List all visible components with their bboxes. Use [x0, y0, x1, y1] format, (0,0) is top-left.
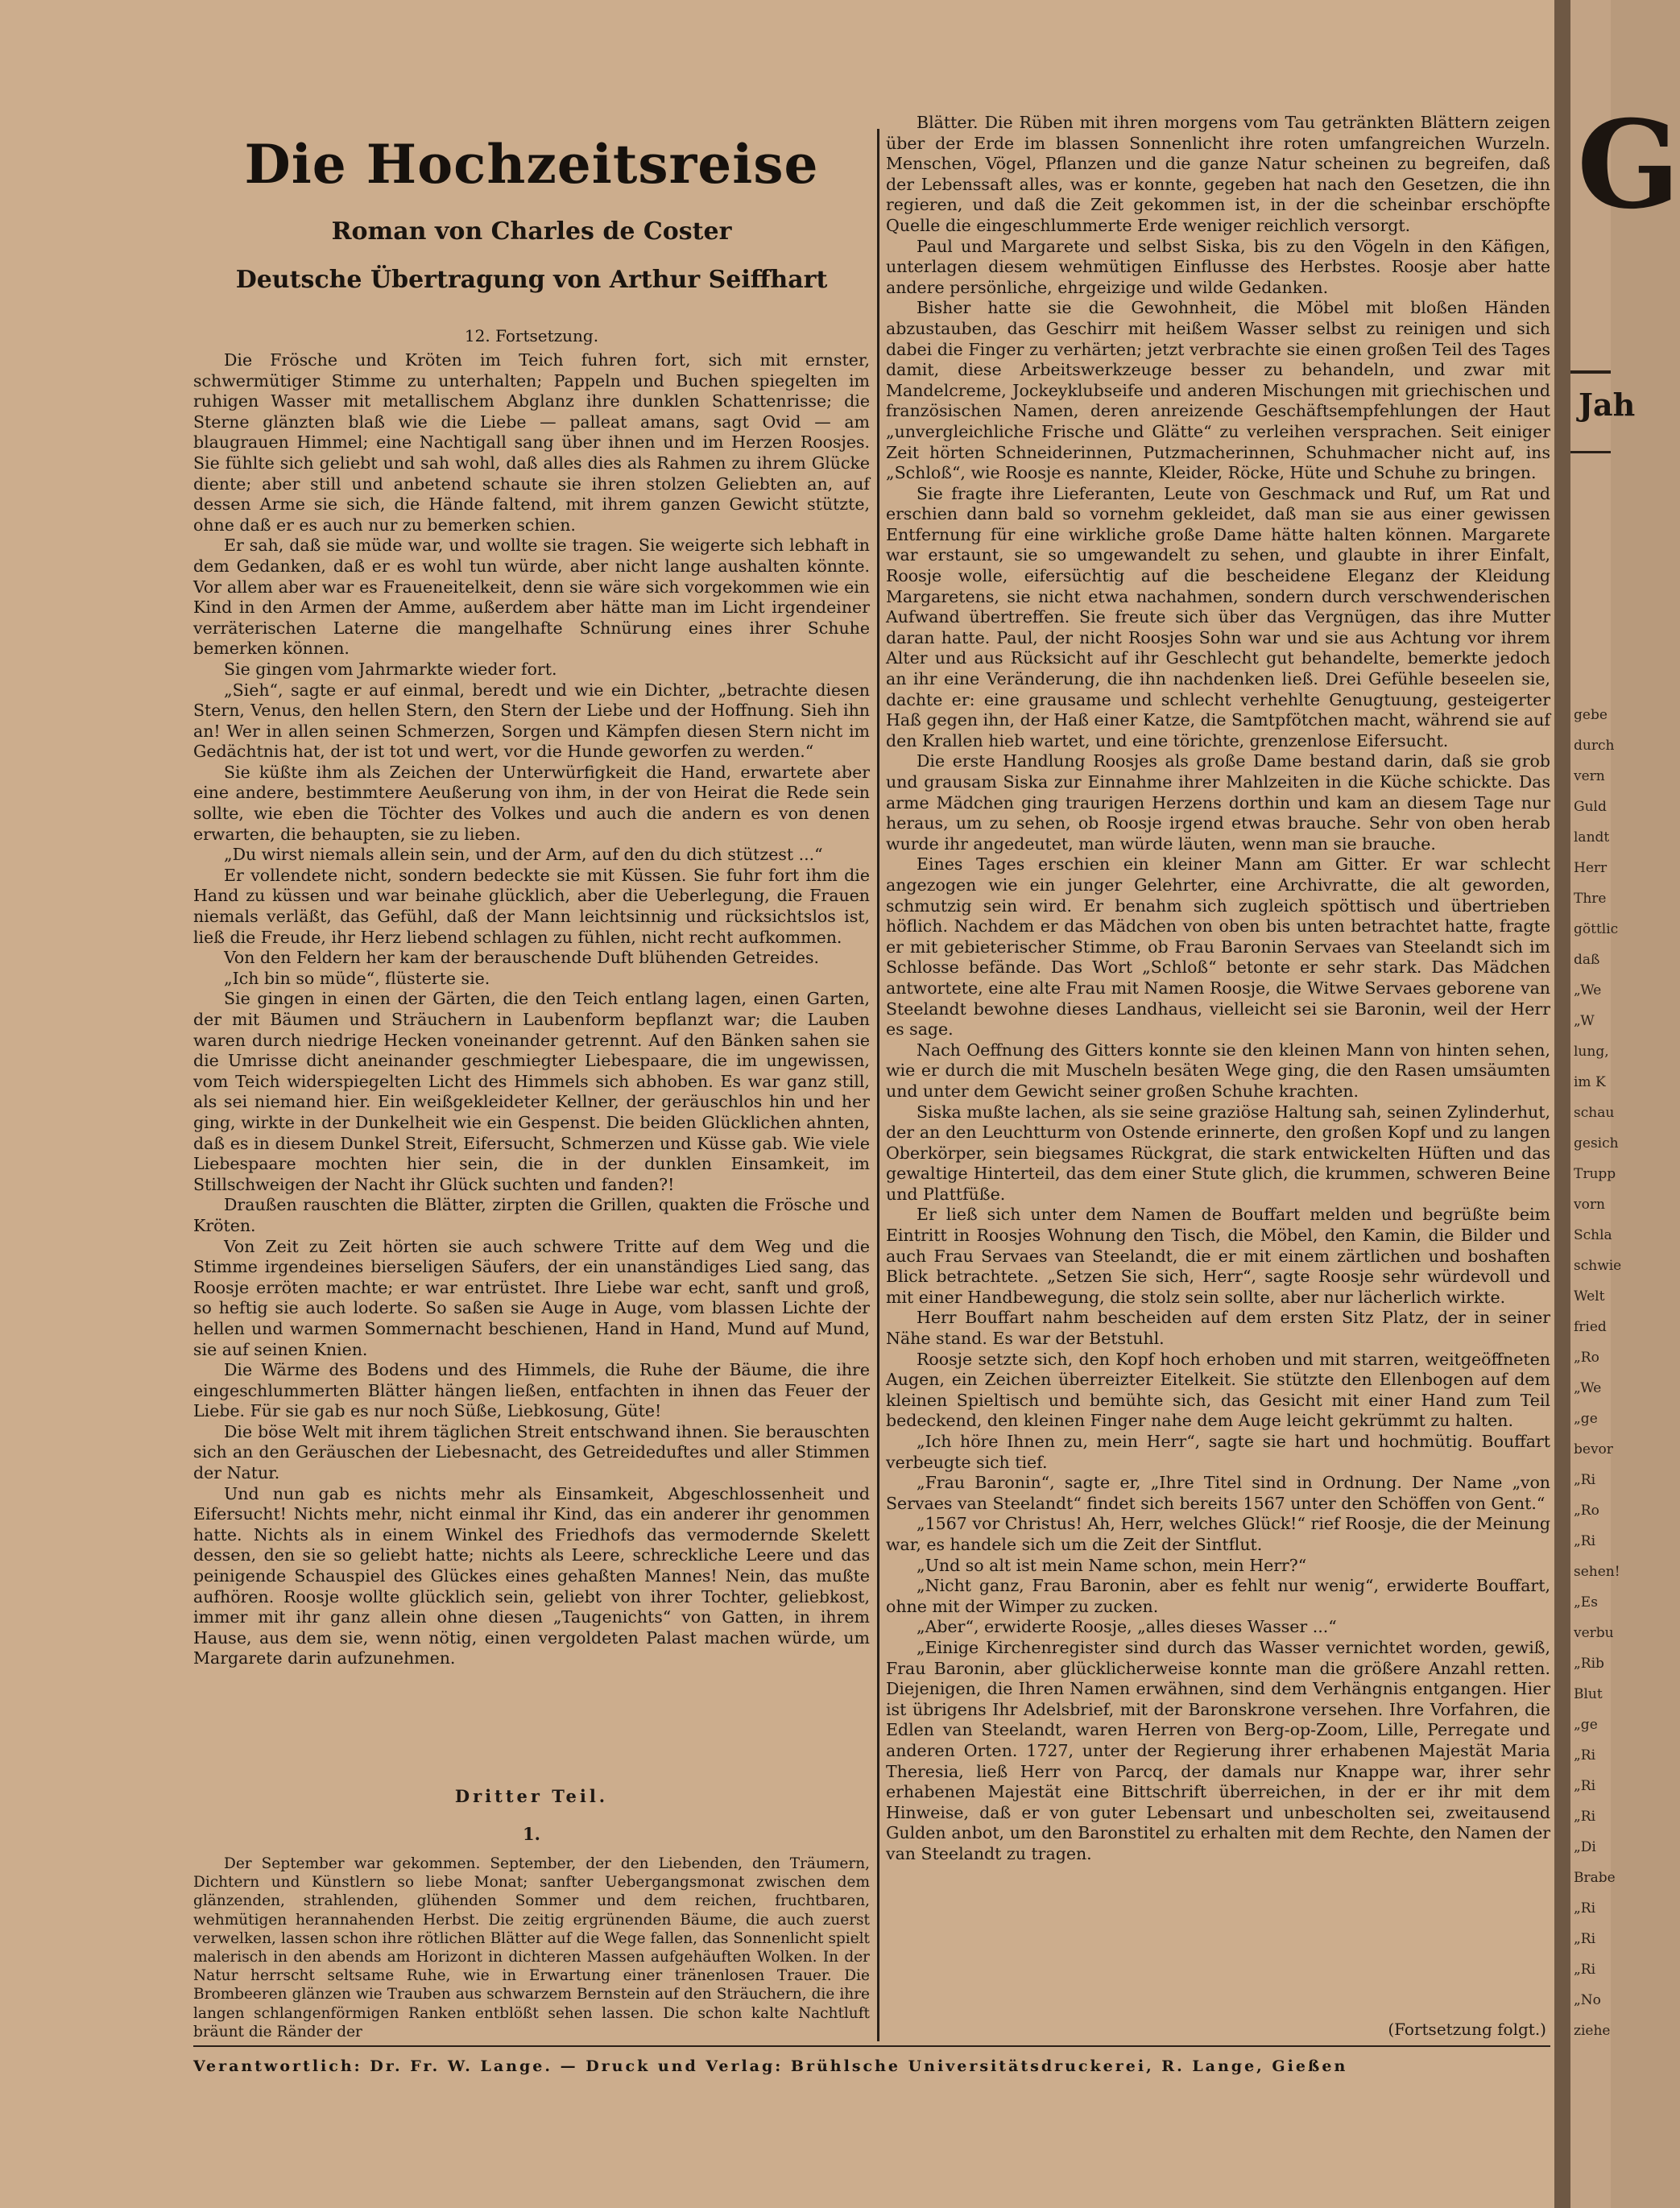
installment-note: 12. Fortsetzung.: [464, 326, 599, 345]
adjacent-page-fragment: „We: [1574, 982, 1602, 999]
adjacent-page-fragment: göttlic: [1574, 921, 1619, 937]
adjacent-page-rule: [1570, 370, 1611, 374]
paragraph: Die böse Welt mit ihrem täglichen Streit entschwand ihnen. Sie berauschten sich an den Geräuschen der Liebesnacht, des Getreideduftes und aller Stimmen der Natur.: [193, 1421, 870, 1483]
adjacent-page-fragment: landt: [1574, 829, 1610, 846]
adjacent-page-fragment: gesich: [1574, 1135, 1619, 1152]
paragraph: „Einige Kirchenregister sind durch das Wasser vernichtet worden, gewiß, Frau Baronin, aber glücklicherweise konnte man die größere Anzahl retten. Diejenigen, die Ihren Namen erwähnen, sind dem Verhängnis entgangen. Hier ist übrigens Ihr Adelsbrief, mit der Baronskrone versehen. Ihre Vorfahren, die Edlen van Steelandt, waren Herren von Berg-op-Zoom, Lille, Perregate und anderen Orten. 1727, unter der Regierung ihrer erhabenen Majestät Maria Theresia, ließ Herr von Parcq, der damals nur Knappe war, ihrer sehr erhabenen Majestät eine Bittschrift überreichen, in der er ihr mit dem Hinweise, daß er von guter Lebensart und unbescholten sei, zweitausend Gulden anbot, um den Baronstitel zu erhalten mit dem Rechte, den Namen der van Steelandt zu tragen.: [886, 1637, 1550, 1863]
part-heading: Dritter Teil.: [454, 1786, 609, 1806]
right-column-text: [886, 113, 1550, 1864]
paragraph: Bisher hatte sie die Gewohnheit, die Möbel mit bloßen Händen abzustauben, das Geschirr mit heißem Wasser selbst zu reinigen und sich dabei die Finger zu verhärten; jetzt verbrachte sie einen großen Teil des Tages damit, diese Arbeitswerkzeuge besser zu behandeln, und zwar mit Mandelcreme, Jockeyklubseife und anderen Mischungen mit griechischen und französischen Namen, deren anreizende Geschäftsempfehlungen der Haut „unvergleichliche Frische und Glätte“ zu verleihen versprachen. Seit einiger Zeit hörten Schneiderinnen, Putzmacherinnen, Schuhmacher nicht auf, ins „Schloß“, wie Roosje es nannte, Kleider, Röcke, Hüte und Schuhe zu bringen.: [886, 298, 1550, 483]
adjacent-page-fragment: sehen!: [1574, 1564, 1620, 1580]
adjacent-page-rule-2: [1570, 451, 1611, 453]
paragraph: Die erste Handlung Roosjes als große Dame bestand darin, daß sie grob und grausam Siska zur Einnahme ihrer Mahlzeiten in die Küche schickte. Das arme Mädchen ging traurigen Herzens dorthin und kam an diesem Tage nur heraus, um zu sehen, ob Roosje irgend etwas brauche. Sehr von oben herab wurde ihr angedeutet, man würde läuten, wenn man sie brauche.: [886, 751, 1550, 854]
adjacent-page-fragment: „Ri: [1574, 1931, 1596, 1947]
adjacent-page-fragment: „No: [1574, 1992, 1601, 2008]
adjacent-page-fragment: „Rib: [1574, 1656, 1604, 1672]
translation-credit: Deutsche Übertragung von Arthur Seiffhart: [235, 266, 828, 294]
adjacent-page-fragment: Herr: [1574, 860, 1608, 876]
adjacent-page-fragment: Blut: [1574, 1686, 1603, 1702]
paragraph: Und nun gab es nichts mehr als Einsamkeit, Abgeschlossenheit und Eifersucht! Nichts mehr, nicht einmal ihr Kind, das ein anderer ihr genommen hatte. Nichts als in einem Winkel des Friedhofs das vermodernde Skelett dessen, den sie so geliebt hatte; nichts als Leere, schreckliche Leere und das peinigende Schauspiel des Glückes eines gehaßten Mannes! Nein, das mußte aufhören. Roosje wollte glücklich sein, geliebt von ihrer Tochter, geliebkost, immer mit ihr ganz allein ohne diesen „Taugenichts“ von Gatten, in ihrem Hause, aus dem sie, wenn nötig, einen vergoldeten Palast machen würde, um Margarete darin aufzunehmen.: [193, 1483, 870, 1668]
adjacent-page-fragment: Schla: [1574, 1227, 1612, 1243]
adjacent-page-fragment: „Ri: [1574, 1900, 1596, 1916]
adjacent-page-fragment: durch: [1574, 738, 1615, 754]
adjacent-page-fragment: „W: [1574, 1013, 1595, 1029]
adjacent-page-fragment: „Ri: [1574, 1962, 1596, 1978]
adjacent-page-fragment: Welt: [1574, 1288, 1605, 1305]
to-be-continued-note: (Fortsetzung folgt.): [1388, 2020, 1546, 2039]
paragraph: Sie gingen vom Jahrmarkte wieder fort.: [224, 659, 557, 679]
article-title: Die Hochzeitsreise: [244, 133, 819, 196]
adjacent-page-fragment: schwie: [1574, 1258, 1622, 1274]
adjacent-page-fragment: gebe: [1574, 707, 1608, 723]
adjacent-page-fragment: „Ro: [1574, 1350, 1599, 1366]
adjacent-page-fragment: im K: [1574, 1074, 1606, 1090]
paragraph: Der September war gekommen. September, der den Liebenden, den Träumern, Dichtern und Künstlern so liebe Monat; sanfter Uebergangsmonat zwischen dem glänzenden, strahlenden, glühenden Sommer und dem reichen, fruchtbaren, wehmütigen herannahenden Herbst. Die zeitig ergrünenden Bäume, die auch zuerst verwelken, lassen schon ihre rötlichen Blätter auf die Wege fallen, das Sonnenlicht spielt malerisch in den abends am Horizont in dichteren Massen aufgehäuften Wolken. In der Natur herrscht seltsame Ruhe, wie in Erwartung einer tränenlosen Trauer. Die Brombeeren glänzen wie Trauben aus schwarzem Bernstein auf den Sträuchern, die ihre langen schlangenförmigen Ranken entblößt sehen lassen. Die schon kalte Nachtluft bräunt die Ränder der: [193, 1855, 870, 2041]
paragraph: Roosje setzte sich, den Kopf hoch erhoben und mit starren, weitgeöffneten Augen, ein Zeichen überreizter Eitelkeit. Sie stützte den Ellenbogen auf dem kleinen Spieltisch und bemühte sich, das Gesicht mit einer Hand zum Teil bedeckend, den kleinen Finger nahe dem Auge leicht gekrümmt zu halten.: [886, 1349, 1550, 1431]
paragraph: Sie fragte ihre Lieferanten, Leute von Geschmack und Ruf, um Rat und erschien dann bald so vornehm gekleidet, daß man sie aus einer gewissen Entfernung für eine wirkliche große Dame hätte halten können. Margarete war erstaunt, sie so umgewandelt zu sehen, und glaubte in ihrer Einfalt, Roosje wolle, eifersüchtig auf die bescheidene Eleganz der Kleidung Margaretens, sie nicht etwa nachahmen, sondern durch verschwenderischen Aufwand übertreffen. Sie freute sich über das Vergnügen, das ihre Mutter daran hatte. Paul, der nicht Roosjes Sohn war und sie aus Achtung vor ihrem Alter und aus Rücksicht auf ihr Geschlecht gut behandelte, bemerkte jedoch an ihr eine Veränderung, die ihn nachdenken ließ. Drei Gefühle beseelen sie, dachte er: eine grausame und schlecht verhehlte Genugtuung, gesteigerter Haß gegen ihn, der Haß einer Katze, die Samtpfötchen macht, während sie auf den Krallen hieb wartet, und eine törichte, grenzenlose Eifersucht.: [886, 483, 1550, 750]
left-column-text: [193, 350, 870, 1669]
paragraph: Draußen rauschten die Blätter, zirpten die Grillen, quakten die Frösche und Kröten.: [193, 1195, 870, 1235]
paragraph: Die Wärme des Bodens und des Himmels, die Ruhe der Bäume, die ihre eingeschlummerten Blätter hängen ließen, entfachten in ihnen das Feuer der Liebe. Für sie gab es nur noch Süße, Liebkosung, Güte!: [193, 1360, 870, 1421]
adjacent-page-fragment: bevor: [1574, 1441, 1613, 1458]
article-subtitle: Roman von Charles de Coster: [331, 217, 732, 246]
paragraph: Paul und Margarete und selbst Siska, bis zu den Vögeln in den Käfigen, unterlagen diesem wehmütigen Einflusse des Herbstes. Roosje aber hatte andere persönliche, ehrgeizige und wilde Gedanken.: [886, 236, 1550, 297]
paragraph: Sie küßte ihm als Zeichen der Unterwürfigkeit die Hand, erwartete aber eine andere, bestimmtere Aeußerung von ihm, in der von Heirat die Rede sein sollte, wie eben die Töchter des Volkes und auch die andern es von denen erwarten, die behaupten, sie zu lieben.: [193, 762, 870, 844]
adjacent-page-fragment: „Ri: [1574, 1472, 1596, 1488]
paragraph: „Sieh“, sagte er auf einmal, beredt und wie ein Dichter, „betrachte diesen Stern, Venus, den hellen Stern, den Stern der Liebe und der Hoffnung. Sieh ihn an! Wer in allen seinen Schmerzen, Sorgen und Kämpfen diesen Stern nicht im Gedächtnis hat, der ist tot und wert, vor die Hunde geworfen zu werden.“: [193, 680, 870, 762]
paragraph: „Nicht ganz, Frau Baronin, aber es fehlt nur wenig“, erwiderte Bouffart, ohne mit der Wimper zu zucken.: [886, 1576, 1550, 1616]
adjacent-page-fragment: „Di: [1574, 1839, 1596, 1855]
adjacent-page-fragment: vorn: [1574, 1197, 1605, 1213]
left-column-text-part3: [193, 1854, 870, 2041]
paragraph: Nach Oeffnung des Gitters konnte sie den kleinen Mann von hinten sehen, wie er durch die mit Muscheln besäten Wege ging, die den Rasen umsäumten und unter dem Gewicht seiner großen Schuhe krachten.: [886, 1040, 1550, 1101]
adjacent-page-fragment: Guld: [1574, 799, 1607, 815]
adjacent-page-fragment: „Ri: [1574, 1778, 1596, 1794]
imprint-line: Verantwortlich: Dr. Fr. W. Lange. — Druck und Verlag: Brühlsche Universitätsdruckerei, R. Lange, Gießen: [193, 2057, 1348, 2075]
paragraph: Er sah, daß sie müde war, und wollte sie tragen. Sie weigerte sich lebhaft in dem Gedanken, daß er es wohl tun würde, aber nicht lange aushalten könnte. Vor allem aber war es Fraueneitelkeit, denn sie wäre sich vorgekommen wie ein Kind in den Armen der Amme, außerdem aber hätte man im Licht irgendeiner verräterischen Laterne die mangelhafte Schnürung eines ihrer Schuhe bemerken können.: [193, 535, 870, 659]
adjacent-page-fragment: schau: [1574, 1105, 1615, 1121]
adjacent-page-fragment: Trupp: [1574, 1166, 1616, 1182]
adjacent-page-fragment: „ge: [1574, 1411, 1598, 1427]
paragraph: Siska mußte lachen, als sie seine graziöse Haltung sah, seinen Zylinderhut, der an den Leuchtturm von Ostende erinnerte, den großen Kopf und zu langen Oberkörper, sein biegsames Rückgrat, die stark entwickelten Hüften und das gewaltige Hinterteil, das dem einer Stute glich, die krummen, schweren Beine und Plattfüße.: [886, 1102, 1550, 1204]
footer-rule: [193, 2045, 1550, 2047]
adjacent-page-fragment: „We: [1574, 1380, 1602, 1396]
paragraph: Eines Tages erschien ein kleiner Mann am Gitter. Er war schlecht angezogen wie ein junger Gelehrter, eine Archivratte, die alt geworden, schmutzig sein wird. Er benahm sich zugleich spöttisch und übertrieben höflich. Nachdem er das Mädchen von oben bis unten betrachtet hatte, fragte er mit gebieterischer Stimme, ob Frau Baronin Servaes van Steelandt sich im Schlosse befände. Das Wort „Schloß“ betonte er sehr stark. Das Mädchen antwortete, eine alte Frau mit Namen Roosje, die Witwe Servaes geborene van Steelandt bewohne dieses Landhaus, vielleicht sei sie Baronin, weil der Herr es sage.: [886, 854, 1550, 1040]
paragraph: Von Zeit zu Zeit hörten sie auch schwere Tritte auf dem Weg und die Stimme irgendeines bierseligen Säufers, der ein unanständiges Lied sang, das Roosje erröten machte; er war entrüstet. Ihre Liebe war echt, sanft und groß, so heftig sie auch loderte. So saßen sie Auge in Auge, vom blassen Lichte der hellen und warmen Sommernacht beschienen, Hand in Hand, Mund auf Mund, sie auf seinen Knien.: [193, 1236, 870, 1359]
paragraph: Die Frösche und Kröten im Teich fuhren fort, sich mit ernster, schwermütiger Stimme zu unterhalten; Pappeln und Buchen spiegelten im ruhigen Wasser mit metallischem Abglanz ihre dunklen Schattenrisse; die Sterne glänzten blaß wie die Liebe — palleat amans, sagt Ovid — am blaugrauen Himmel; eine Nachtigall sang über ihnen und im Herzen Roosjes. Sie fühlte sich geliebt und sah wohl, daß alles dies als Rahmen zu ihrem Glücke diente; aber still und anbetend schaute sie ihren stolzen Geliebten an, auf dessen Arme sie sich, die Hände faltend, mit ihrem ganzen Gewicht stützte, ohne daß er es auch nur zu bemerken schien.: [193, 350, 870, 535]
adjacent-page-fragment: daß: [1574, 952, 1600, 968]
paragraph: Er vollendete nicht, sondern bedeckte sie mit Küssen. Sie fuhr fort ihm die Hand zu küssen und war beinahe glücklich, aber die Ueberlegung, die Frauen niemals verläßt, das Gefühl, daß der Mann leichtsinnig und rücksichtslos ist, ließ die Freude, ihr Herz liebend schlagen zu fühlen, nicht recht aufkommen.: [193, 865, 870, 947]
paragraph: Blätter. Die Rüben mit ihren morgens vom Tau getränkten Blättern zeigen über der Erde im blassen Sonnenlicht ihre roten umfangreichen Wurzeln. Menschen, Vögel, Pflanzen und die ganze Natur scheinen zu begreifen, daß der Lebenssaft alles, was er konnte, gegeben hat nach den Gesetzen, die ihn regieren, und daß die Zeit gekommen ist, in der die scheinbar erschöpfte Quelle die eingeschlummerte Erde weniger reichlich versorgt.: [886, 113, 1550, 235]
paragraph: „Frau Baronin“, sagte er, „Ihre Titel sind in Ordnung. Der Name „von Servaes van Steelandt“ findet sich bereits 1567 unter den Schöffen von Gent.“: [886, 1473, 1550, 1513]
paragraph: „Ich bin so müde“, flüsterte sie.: [224, 968, 490, 988]
adjacent-page-initial: G: [1577, 94, 1680, 236]
adjacent-page-fragment: „Es: [1574, 1594, 1598, 1611]
paragraph: Herr Bouffart nahm bescheiden auf dem ersten Sitz Platz, der in seiner Nähe stand. Es war der Betstuhl.: [886, 1308, 1550, 1349]
adjacent-page-fragment: fried: [1574, 1319, 1607, 1335]
paragraph: Von den Feldern her kam der berauschende Duft blühenden Getreides.: [224, 948, 820, 968]
adjacent-page-fragment: ziehe: [1574, 2023, 1611, 2039]
adjacent-page-fragment: Thre: [1574, 891, 1607, 907]
adjacent-page-fragment: „Ri: [1574, 1747, 1596, 1764]
paragraph: „Aber“, erwiderte Roosje, „alles dieses Wasser ...“: [917, 1617, 1337, 1637]
adjacent-page-fragment: „Ri: [1574, 1809, 1596, 1825]
chapter-number: 1.: [523, 1824, 540, 1844]
paragraph: Sie gingen in einen der Gärten, die den Teich entlang lagen, einen Garten, der mit Bäumen und Sträuchern in Laubenform bepflanzt war; die Lauben waren durch niedrige Hecken voneinander getrennt. Auf den Bänken sahen sie die Umrisse dicht aneinander geschmiegter Liebespaare, die im ungewissen, vom Teich widerspiegelten Licht des Himmels sich abhoben. Es war ganz still, als sei niemand hier. Ein weißgekleideter Kellner, der geräuschlos hin und her ging, wirkte in der Dunkelheit wie ein Gespenst. Die beiden Glücklichen ahnten, daß es in diesem Dunkel Streit, Eifersucht, Schmerzen und Küsse gab. Wie viele Liebespaare mochten hier sein, die in der dunklen Einsamkeit, im Stillschweigen der Nacht ihr Glück suchten und fanden?!: [193, 989, 870, 1194]
binding-spine: [1554, 0, 1570, 2208]
paragraph: „Und so alt ist mein Name schon, mein Herr?“: [917, 1555, 1307, 1575]
adjacent-page-header: Jah: [1579, 387, 1636, 423]
column-divider: [877, 129, 879, 2041]
adjacent-page-fragment: „Ro: [1574, 1503, 1599, 1519]
adjacent-page-fragment: „ge: [1574, 1717, 1598, 1733]
adjacent-page-strip: [1570, 0, 1680, 2208]
adjacent-page-fragment: lung,: [1574, 1044, 1609, 1060]
paragraph: „1567 vor Christus! Ah, Herr, welches Glück!“ rief Roosje, die der Meinung war, es handele sich um die Zeit der Sintflut.: [886, 1514, 1550, 1554]
adjacent-page-fragment: „Ri: [1574, 1533, 1596, 1549]
adjacent-page-fragment: vern: [1574, 768, 1605, 784]
paragraph: Er ließ sich unter dem Namen de Bouffart melden und begrüßte beim Eintritt in Roosjes Wohnung den Tisch, die Möbel, den Kamin, die Bilder und auch Frau Servaes van Steelandt, die er mit einem zärtlichen und boshaften Blick betrachtete. „Setzen Sie sich, Herr“, sagte Roosje sehr würdevoll und mit einer Handbewegung, die stolz sein sollte, aber nur lächerlich wirkte.: [886, 1205, 1550, 1307]
adjacent-page-fragment: verbu: [1574, 1625, 1614, 1641]
adjacent-page-fragment: Brabe: [1574, 1870, 1616, 1886]
paragraph: „Ich höre Ihnen zu, mein Herr“, sagte sie hart und hochmütig. Bouffart verbeugte sich tief.: [886, 1432, 1550, 1472]
paragraph: „Du wirst niemals allein sein, und der Arm, auf den du dich stützest ...“: [224, 845, 823, 865]
